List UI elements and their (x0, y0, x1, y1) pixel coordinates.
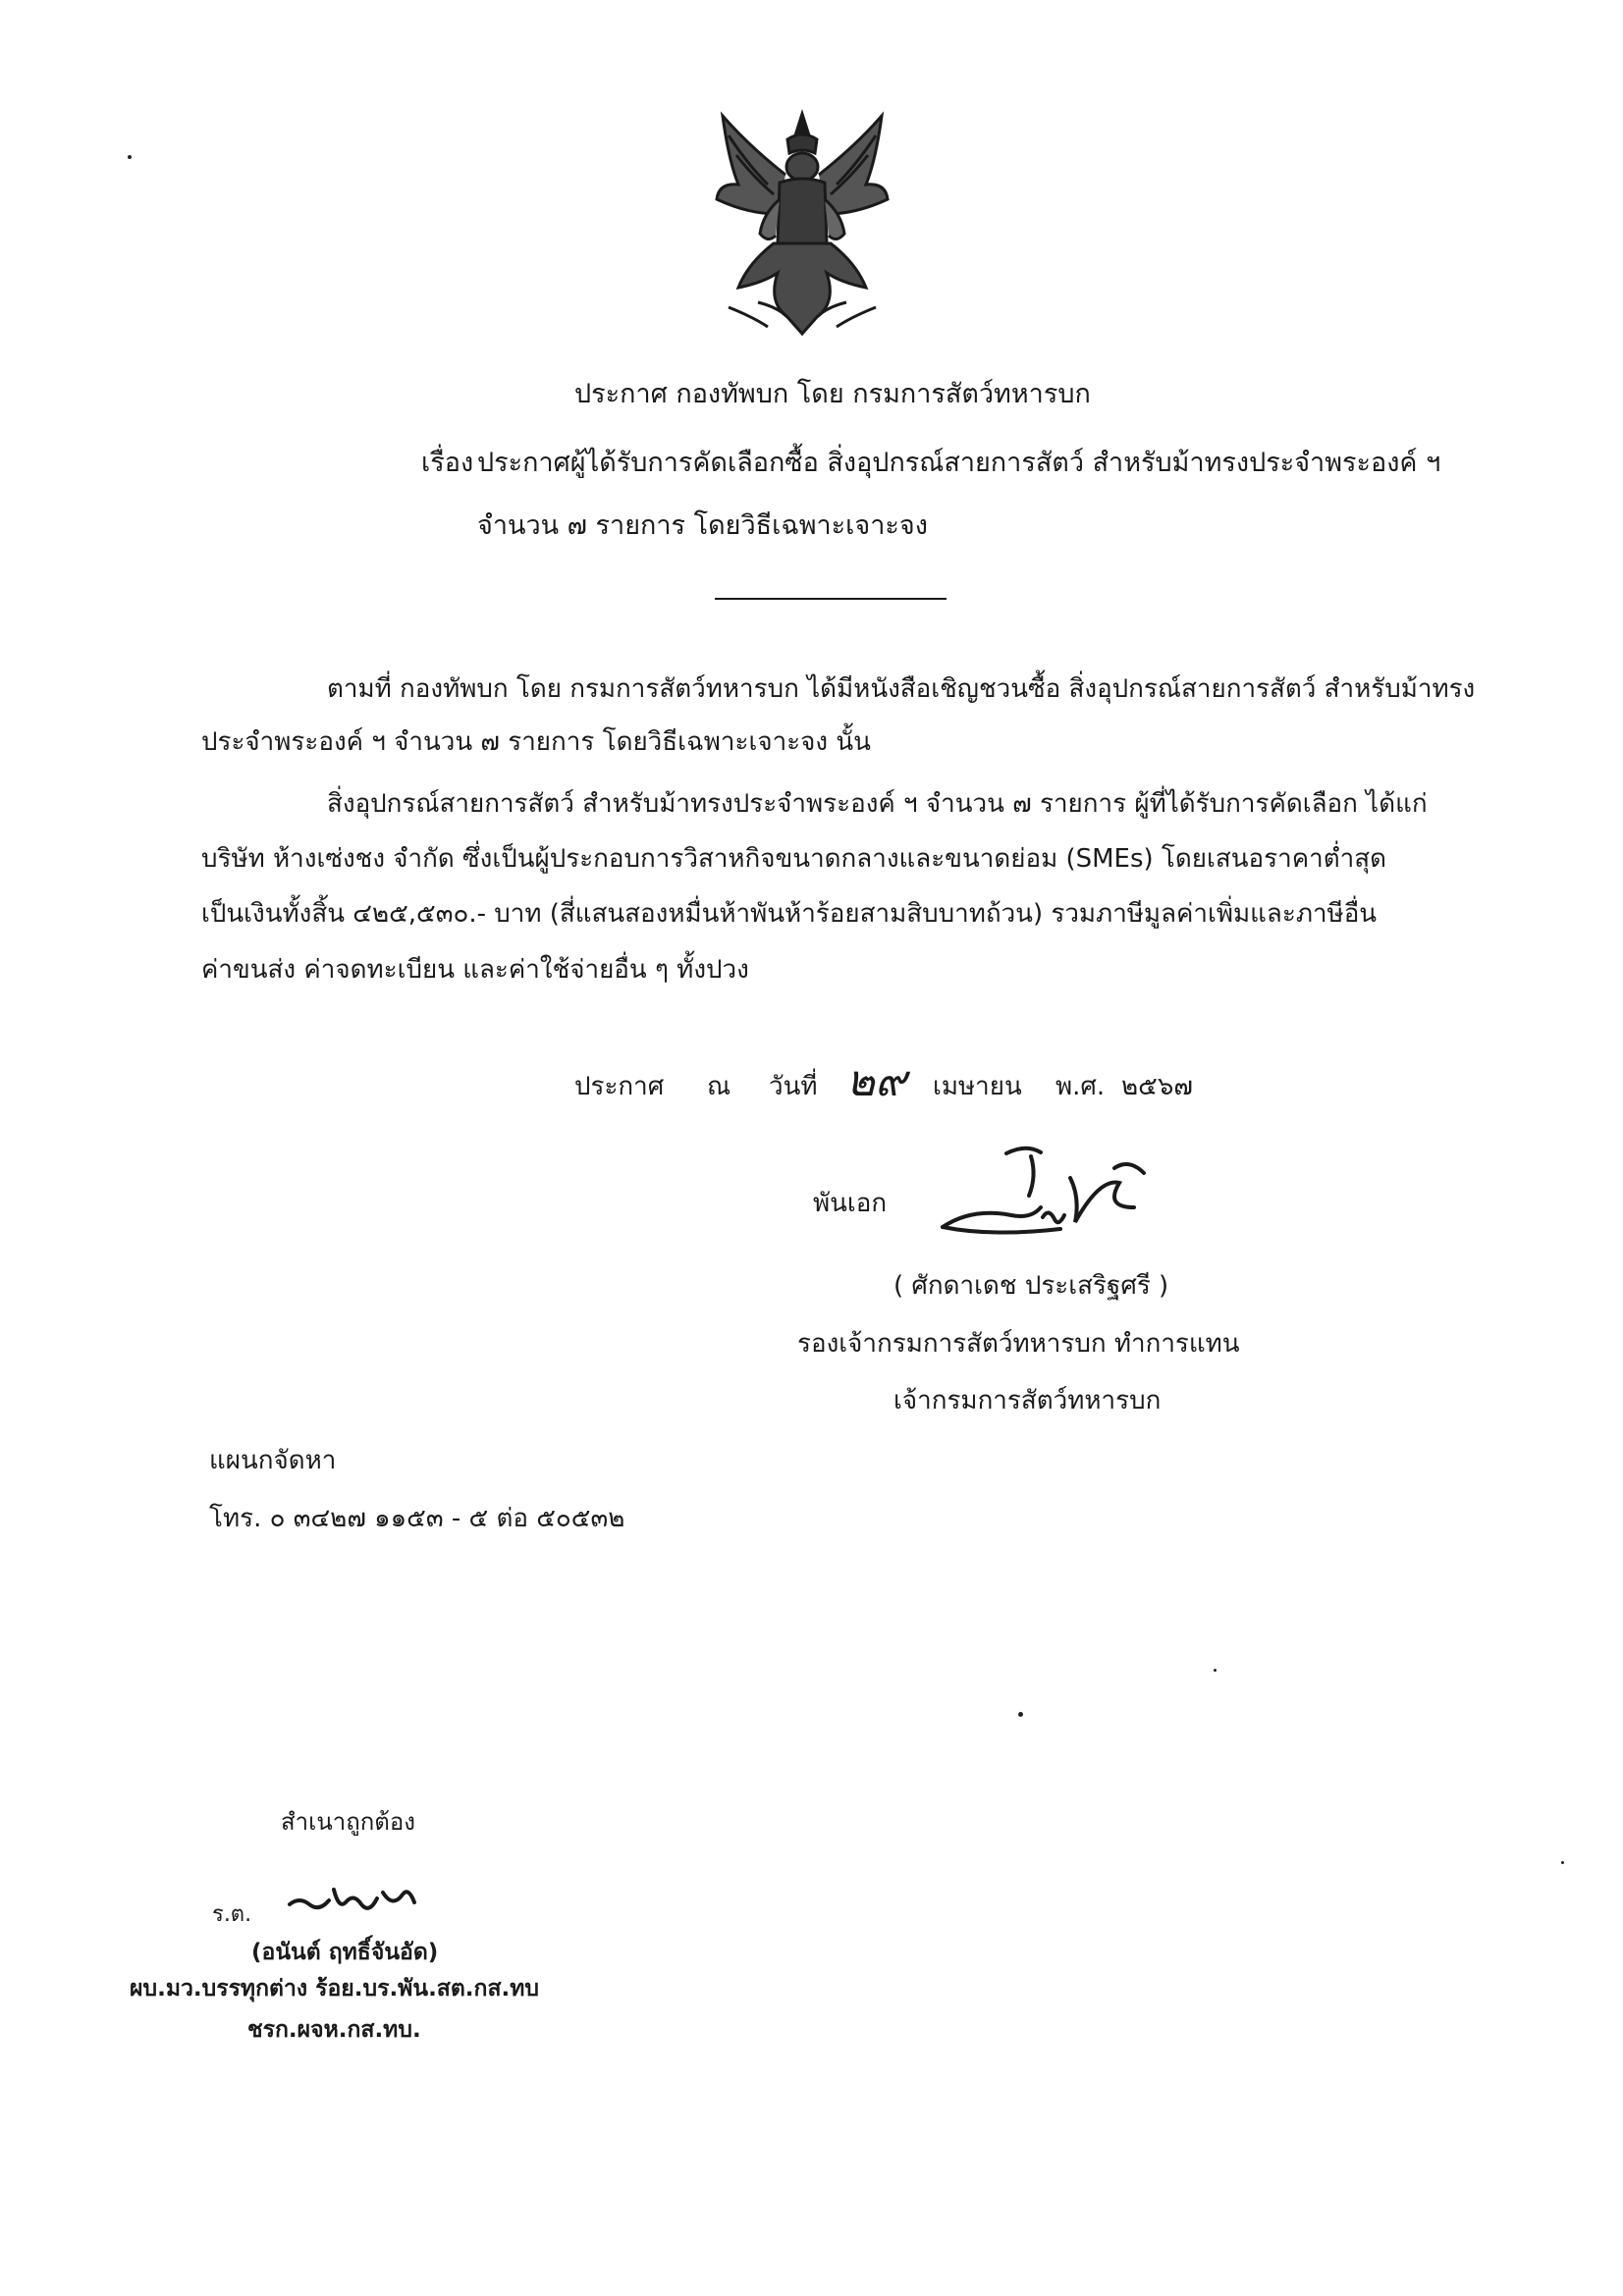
certifier-position-1: ผบ.มว.บรรทุกต่าง ร้อย.บร.พัน.สต.กส.ทบ (130, 1976, 539, 2002)
certifier-signature-icon (285, 1875, 422, 1924)
scan-speck (1018, 1712, 1023, 1717)
paragraph-2-line-4: ค่าขนส่ง ค่าจดทะเบียน และค่าใช้จ่ายอื่น ๆ ทั้งปวง (201, 955, 749, 985)
signatory-rank: พันเอก (813, 1189, 888, 1218)
date-label: วันที่ (769, 1072, 818, 1101)
handwritten-day: ๒๙ (846, 1056, 907, 1106)
signatory-name: ( ศักดาเดช ประเสริฐศรี ) (893, 1271, 1169, 1301)
subject-line-2: จำนวน ๗ รายการ โดยวิธีเฉพาะเจาะจง (477, 510, 928, 541)
signatory-position-1: รองเจ้ากรมการสัตว์ทหารบก ทำการแทน (797, 1329, 1240, 1359)
department: แผนกจัดหา (209, 1446, 337, 1475)
scan-speck (1561, 1861, 1564, 1864)
subject-line-1: ประกาศผู้ได้รับการคัดเลือกซื้อ สิ่งอุปกรณ์สายการสัตว์ สำหรับม้าทรงประจำพระองค์ ฯ (477, 448, 1441, 478)
signature-icon (933, 1139, 1168, 1247)
certifier-name: (อนันต์ ฤทธิ์จันอัด) (251, 1940, 439, 1965)
phone: โทร. ๐ ๓๔๒๗ ๑๑๕๓ - ๕ ต่อ ๕๐๕๓๒ (209, 1504, 625, 1533)
certified-rank: ร.ต. (212, 1902, 252, 1927)
announce-prefix: ประกาศ (574, 1072, 665, 1101)
year-label: พ.ศ. (1055, 1072, 1106, 1101)
heading-divider (715, 598, 947, 600)
signatory-position-2: เจ้ากรมการสัตว์ทหารบก (893, 1386, 1162, 1415)
paragraph-2-line-3: เป็นเงินทั้งสิ้น ๔๒๕,๕๓๐.- บาท (สี่แสนสองหมื่นห้าพันห้าร้อยสามสิบบาทถ้วน) รวมภาษีมูลค่าเพิ่มและภาษีอื่น (201, 899, 1378, 929)
certifier-position-2: ชรก.ผจห.กส.ทบ. (247, 2017, 421, 2043)
paragraph-1-line-1: ตามที่ กองทัพบก โดย กรมการสัตว์ทหารบก ได้มีหนังสือเชิญชวนซื้อ สิ่งอุปกรณ์สายการสัตว์ สำหรับม้าทรง (327, 674, 1476, 704)
announce-at: ณ (707, 1072, 731, 1101)
paragraph-2-line-2: บริษัท ห้างเซ่งชง จำกัด ซึ่งเป็นผู้ประกอบการวิสาหกิจขนาดกลางและขนาดย่อม (SMEs) โดยเสนอราคาต่ำสุด (201, 844, 1386, 874)
scan-speck (128, 155, 132, 159)
garuda-emblem-icon (709, 106, 895, 342)
certified-label: สำเนาถูกต้อง (281, 1808, 415, 1836)
subject-label: เรื่อง (421, 448, 474, 478)
announcement-title: ประกาศ กองทัพบก โดย กรมการสัตว์ทหารบก (574, 379, 1091, 409)
month: เมษายน (933, 1072, 1022, 1101)
year: ๒๕๖๗ (1121, 1072, 1193, 1101)
paragraph-1-line-2: ประจำพระองค์ ฯ จำนวน ๗ รายการ โดยวิธีเฉพาะเจาะจง นั้น (201, 727, 871, 757)
paragraph-2-line-1: สิ่งอุปกรณ์สายการสัตว์ สำหรับม้าทรงประจำพระองค์ ฯ จำนวน ๗ รายการ ผู้ที่ได้รับการคัดเลือก ได้แก่ (327, 789, 1428, 819)
scan-speck (1214, 1669, 1217, 1672)
